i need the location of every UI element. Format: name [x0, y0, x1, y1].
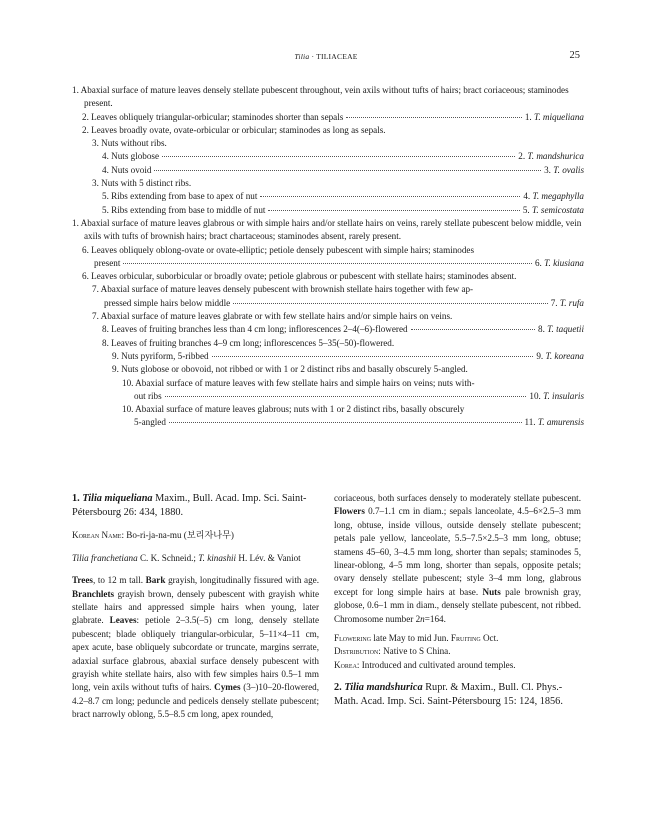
species-description: [72, 574, 319, 721]
key-lead: 7. Abaxial surface of mature leaves glabrate or with few stellate hairs and/or simple hairs on veins.: [92, 311, 453, 322]
dot-leader: [268, 210, 519, 211]
key-lead-text: 2. Leaves obliquely triangular-orbicular; staminodes shorter than sepals: [82, 111, 344, 122]
running-header: [0, 52, 652, 61]
korea-line: [334, 659, 581, 672]
key-result-number: 2.: [518, 151, 526, 162]
dot-leader: [154, 170, 541, 171]
key-result: [523, 190, 584, 203]
key-result-number: 11.: [524, 417, 536, 428]
key-result-number: 8.: [538, 324, 545, 335]
key-lead-text: 4. Nuts globose: [102, 151, 160, 162]
key-result: [523, 204, 584, 217]
description-term: Cymes: [214, 682, 241, 693]
key-lead-text: 10. Abaxial surface of mature leaves with few stellate hairs and simple hairs on veins; nuts with-: [122, 377, 475, 388]
key-result-name: T. koreana: [545, 350, 584, 361]
species-author: Maxim.,: [155, 493, 191, 504]
key-lead: [102, 164, 584, 177]
description-text: : petiole 2–3.5(–5) cm long, densely stellate pubescent; blade obliquely triangular-orbicular, 5–11×4–11 cm, apex acute, base obliquely subcordate or truncate, margins serrate, adaxial surface glabrous, abaxial surface densely pubescent with grayish white stellate hairs, also with few simples hairs 0.5–1 mm long, vein axils without tufts of hairs.: [72, 615, 320, 693]
key-lead-text: 8. Leaves of fruiting branches less than 4 cm long; inflorescences 2–4(–6)-flowered: [102, 324, 408, 335]
species-heading: [72, 492, 319, 520]
korean-name-label: Korean Name:: [72, 530, 124, 541]
species-heading: [334, 681, 581, 709]
description-term: Trees: [72, 575, 93, 586]
key-result-name: T. rufa: [559, 297, 584, 308]
key-result-name: T. insularis: [543, 390, 584, 401]
key-result-name: T. megaphylla: [532, 191, 584, 202]
key-lead: [102, 150, 584, 163]
key-result-name: T. amurensis: [537, 417, 584, 428]
key-result-name: T. miqueliana: [533, 111, 584, 122]
korea-value: Introduced and cultivated around temples.: [361, 659, 516, 670]
key-result-name: T. ovalis: [553, 164, 584, 175]
phenology-line: [334, 632, 581, 645]
key-lead: [102, 204, 584, 217]
key-result-name: T. mandshurica: [527, 151, 584, 162]
description-text: (3–)10–20-flowered, 4.2–8.7 cm long; peduncle and pedicels densely stellate pubescent; bract narrowly oblong, 5.5–8.5 cm long, apex rounded,: [72, 682, 319, 720]
identification-key: [72, 84, 584, 430]
page-number: 25: [569, 50, 580, 61]
key-result: [535, 257, 584, 270]
flowering-value: late May to mid Jun.: [373, 633, 449, 644]
species-citation: Bull. Acad. Imp. Sci. Saint-Pétersbourg 26: 434, 1880.: [72, 493, 307, 519]
dot-leader: [169, 422, 522, 423]
korean-name-line: [72, 529, 319, 542]
key-lead: 2. Leaves broadly ovate, ovate-orbicular or orbicular; staminodes as long as sepals.: [82, 124, 386, 135]
species-description-continued: [334, 492, 581, 626]
key-lead-text: out ribs: [134, 390, 162, 401]
dot-leader: [411, 329, 535, 330]
key-lead-text: 7. Abaxial surface of mature leaves densely pubescent with brownish stellate hairs together with few ap-: [92, 284, 474, 295]
text-column-left: [72, 492, 319, 722]
key-lead-text: 6. Leaves obliquely oblong-ovate or ovate-elliptic; petiole densely pubescent with simple hairs; staminodes: [82, 244, 475, 255]
key-result-name: T. semicostata: [531, 204, 584, 215]
key-lead: [134, 390, 584, 403]
key-lead-text: 10. Abaxial surface of mature leaves glabrous; nuts with 1 or 2 distinct ribs, basally obscurely: [122, 404, 465, 415]
key-lead: 9. Nuts globose or obovoid, not ribbed or with 1 or 2 distinct ribs and basally obscurely 5-angled.: [112, 364, 468, 375]
synonym-author: H. Lév. & Vaniot: [238, 552, 301, 563]
key-lead: [112, 350, 584, 363]
species-number: 1.: [72, 493, 80, 504]
key-lead: 3. Nuts with 5 distinct ribs.: [92, 178, 192, 189]
key-lead: [102, 323, 584, 336]
key-result: [525, 111, 584, 124]
key-result-number: 4.: [523, 191, 531, 202]
key-lead-text: 5-angled: [134, 417, 166, 428]
description-text: grayish, longitudinally fissured with age.: [165, 575, 319, 586]
key-lead: 6. Leaves orbicular, suborbicular or broadly ovate; petiole glabrous or pubescent with stellate hairs; staminodes absent.: [82, 271, 517, 282]
key-lead-text: 5. Ribs extending from base to middle of nut: [102, 204, 266, 215]
key-lead-text: present: [94, 257, 121, 268]
dot-leader: [346, 117, 522, 118]
fruiting-value: Oct.: [482, 633, 499, 644]
key-result-number: 10.: [529, 390, 541, 401]
key-result-number: 6.: [534, 257, 542, 268]
key-result-number: 3.: [544, 164, 551, 175]
description-term: Nuts: [482, 586, 501, 597]
key-lead: 1. Abaxial surface of mature leaves densely stellate pubescent throughout, vein axils without tufts of hairs; bract coriaceous; staminodes present.: [72, 85, 569, 109]
key-lead: [104, 297, 584, 310]
distribution-value: Native to S China.: [383, 646, 451, 657]
key-lead: 3. Nuts without ribs.: [92, 138, 167, 149]
description-text: n: [420, 613, 425, 624]
key-result: [518, 150, 584, 163]
key-lead-text: 4. Nuts ovoid: [102, 164, 152, 175]
key-lead-text: 5. Ribs extending from base to apex of nut: [102, 191, 258, 202]
key-result: [538, 323, 584, 336]
key-result-number: 9.: [536, 350, 544, 361]
key-result-number: 7.: [550, 297, 558, 308]
dot-leader: [260, 196, 520, 197]
fruiting-label: Fruiting: [450, 633, 481, 644]
key-lead: [82, 111, 584, 124]
description-text: pale brownish gray, globose, 0.6–1 mm in diam., densely stellate pubescent, not ribbed. Chromosome number 2: [334, 586, 581, 624]
description-text: grayish brown, densely pubescent with grayish white stellate hairs and appressed simple hairs when young, later glabrate.: [72, 588, 319, 626]
key-lead-text: 9. Nuts pyriform, 5-ribbed: [112, 350, 209, 361]
key-result-number: 5.: [522, 204, 530, 215]
species-citation: Bull. Cl. Phys.-Math. Acad. Imp. Sci. Saint-Pétersbourg 15: 124, 1856.: [334, 682, 563, 708]
key-result: [551, 297, 584, 310]
key-lead: [134, 416, 584, 429]
description-term: Leaves: [109, 615, 137, 626]
synonym-author: C. K. Schneid.;: [139, 552, 196, 563]
description-term: Bark: [145, 575, 166, 586]
dot-leader: [165, 396, 527, 397]
species-name: Tilia mandshurica: [344, 682, 423, 694]
species-name: Tilia miqueliana: [82, 493, 153, 504]
korean-name: Bo-ri-ja-na-mu (보리자나무): [126, 530, 234, 541]
flowering-label: Flowering: [334, 633, 372, 644]
distribution-line: [334, 645, 581, 658]
key-lead: 1. Abaxial surface of mature leaves glabrous or with simple hairs and/or stellate hairs on veins, rarely stellate pubescent below middle, vein axils with tufts of brownish hairs; bract chartaceous; staminodes absent, rarely present.: [72, 217, 582, 242]
key-lead: [102, 190, 584, 203]
key-result-name: T. kiusiana: [544, 257, 584, 268]
header-family: TILIACEAE: [316, 52, 358, 61]
distribution-label: Distribution:: [334, 646, 381, 657]
dot-leader: [212, 356, 534, 357]
description-text: , to 12 m tall.: [92, 575, 146, 586]
header-genus: Tilia: [294, 52, 310, 61]
korea-label: Korea:: [334, 659, 360, 670]
text-column-right: [334, 492, 581, 710]
description-text: coriaceous, both surfaces densely to moderately stellate pubescent.: [334, 493, 581, 503]
dot-leader: [233, 303, 547, 304]
description-term: Flowers: [334, 506, 365, 517]
species-author: Rupr. & Maxim.,: [425, 682, 496, 694]
synonyms: [72, 552, 319, 565]
description-text: 0.7–1.1 cm in diam.; sepals lanceolate, 4.5–6×2.5–3 mm long, obtuse, inside villous, outside densely stellate pubescent; petals pale yellow, lanceolate, 5.5–7.5×2.5–3 mm long, obtuse; stamens 45–60, 3–4.5 mm long, shorter than sepals; staminodes 5, linear-oblong, 4–5 mm long, shorter than sepals, opposite petals; ovary densely stellate pubescent; style 3–4 mm long, glabrous except for long simple hairs at base.: [334, 506, 581, 597]
description-term: Branchlets: [72, 588, 115, 599]
header-separator: ·: [309, 52, 317, 61]
dot-leader: [123, 263, 532, 264]
key-lead-text: pressed simple hairs below middle: [104, 297, 231, 308]
key-result-name: T. taquetii: [547, 324, 584, 335]
key-result: [544, 164, 584, 177]
species-number: 2.: [334, 682, 342, 694]
synonym-name: Tilia franchetiana: [72, 552, 138, 563]
synonym-name: T. kinashii: [198, 552, 237, 563]
key-lead: 8. Leaves of fruiting branches 4–9 cm long; inflorescences 5–35(–50)-flowered.: [102, 337, 395, 348]
key-result: [536, 350, 584, 363]
key-lead: [94, 257, 584, 270]
description-text: =164.: [424, 613, 446, 624]
key-result-number: 1.: [524, 111, 532, 122]
key-result: [525, 416, 585, 429]
key-result: [529, 390, 584, 403]
dot-leader: [162, 156, 515, 157]
